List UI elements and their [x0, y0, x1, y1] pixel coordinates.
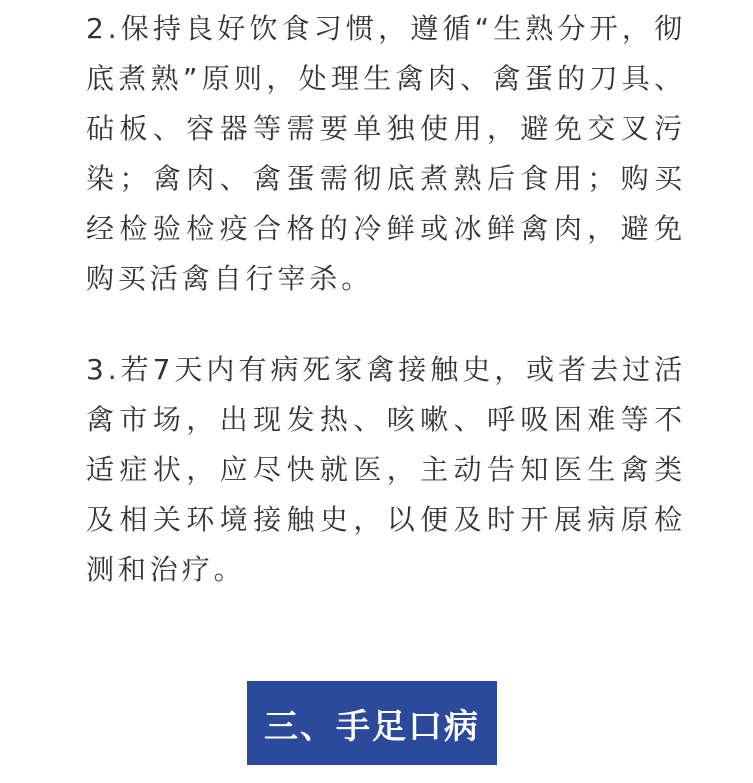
section-title: 三、手足口病	[264, 706, 480, 747]
section-header-banner	[247, 681, 497, 765]
paragraph-seek-medical-care: 3.若7天内有病死家禽接触史，或者去过活禽市场，出现发热、咳嗽、呼吸困难等不适症状，应尽快就医，主动告知医生禽类及相关环境接触史，以便及时开展病原检测和治疗。	[86, 353, 686, 586]
paragraph-food-hygiene: 2.保持良好饮食习惯，遵循“生熟分开，彻底煮熟”原则，处理生禽肉、禽蛋的刀具、砧板、容器等需要单独使用，避免交叉污染；禽肉、禽蛋需彻底煮熟后食用；购买经检验检疫合格的冷鲜或冰鲜禽肉，避免购买活禽自行宰杀。	[86, 12, 686, 295]
